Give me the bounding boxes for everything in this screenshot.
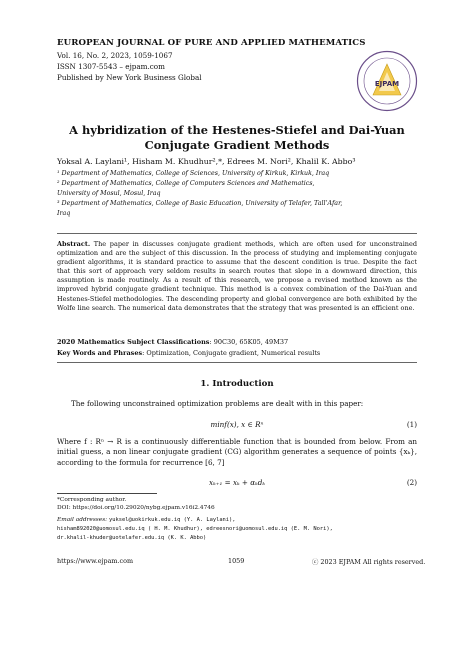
footer-url[interactable]: https://www.ejpam.com: [57, 557, 134, 565]
equation-number: (1): [406, 420, 417, 429]
divider: [57, 233, 417, 234]
paper-title: [40, 123, 434, 153]
abstract-label: Abstract.: [57, 240, 91, 248]
paragraph: Where f : Rⁿ → R is a continuously differentiable function that is bounded from below. From an initial guess, a non linear conjugate gradient (CG) algorithm generates a sequence of points {xₖ}, according to the formula for recurrence [6, 7]: [57, 437, 417, 467]
keywords-label: Key Words and Phrases: [57, 349, 143, 357]
msc-label: 2020 Mathematics Subject Classifications: [57, 338, 210, 346]
keywords: [57, 349, 320, 357]
page-number: 1059: [228, 557, 245, 565]
journal-issn: ISSN 1307-5543 – ejpam.com: [57, 62, 165, 71]
affiliation: ¹ Department of Mathematics, College of Sciences, University of Kirkuk, Kirkuk, Iraq: [57, 170, 330, 177]
equation-1: [57, 420, 417, 431]
equation-expression: xₖ₊₁ = xₖ + αₖdₖ: [209, 478, 265, 487]
equation-2: [57, 478, 417, 489]
intro-sentence: The following unconstrained optimization problems are dealt with in this paper:: [71, 399, 364, 408]
author-list: Yoksal A. Laylani¹, Hisham M. Khudhur²,*, Edrees M. Nori², Khalil K. Abbo³: [57, 157, 356, 166]
email-label: Email addresses:: [57, 517, 108, 523]
equation-expression: minf(x), x ∈ Rⁿ: [210, 420, 264, 429]
title-line: A hybridization of the Hestenes-Stiefel and Dai-Yuan: [69, 123, 405, 137]
journal-publisher: Published by New York Business Global: [57, 73, 202, 82]
affiliation: ³ Department of Mathematics, College of Basic Education, University of Telafer, Tall’Afar,: [57, 200, 343, 207]
divider: [57, 362, 417, 363]
journal-logo: [356, 50, 418, 112]
journal-volume: Vol. 16, No. 2, 2023, 1059-1067: [57, 51, 173, 60]
abstract: [57, 240, 417, 313]
affiliation: ² Department of Mathematics, College of Computers Sciences and Mathematics,: [57, 180, 315, 187]
doi-link[interactable]: DOI: https://doi.org/10.29020/nybg.ejpam.v16i2.4746: [57, 505, 215, 511]
email-list[interactable]: hisham892020@uomosul.edu.iq ( H. M. Khudhur), edreesnori@uomosul.edu.iq (E. M. Nori),: [57, 526, 333, 532]
msc-classification: [57, 338, 288, 346]
title-line: Conjugate Gradient Methods: [144, 138, 330, 152]
copyright-notice: ⓒ 2023 EJPAM All rights reserved.: [312, 558, 426, 566]
msc-value: : 90C30, 65K05, 49M37: [209, 338, 289, 346]
journal-name: EUROPEAN JOURNAL OF PURE AND APPLIED MATHEMATICS: [57, 38, 366, 48]
affiliation: Iraq: [57, 210, 71, 217]
email-addresses: [57, 517, 236, 523]
equation-number: (2): [406, 478, 417, 487]
corresponding-author-note: *Corresponding author.: [57, 497, 127, 503]
email-list[interactable]: yuksel@uokirkuk.edu.iq (Y. A. Laylani),: [108, 517, 236, 523]
svg-text:EJPAM: EJPAM: [374, 80, 400, 88]
email-list[interactable]: dr.khalil-khuder@uotelafer.edu.iq (K. K. Abbo): [57, 535, 207, 541]
footnote-divider: [57, 493, 157, 494]
affiliation: University of Mosul, Mosul, Iraq: [57, 190, 161, 197]
abstract-text: The paper in discusses conjugate gradient methods, which are often used for unconstrained optimization and are the subject of this discussion. In the process of studying and implementing conjugate gradient algorithms, it is standard practice to assume that the descent condition is true. Despite the fact that this sort of approach very seldom results in search routes that slope in a downward direction, this assumption is made routinely. As a result of this research, we propose a revised method known as the improved hybrid conjugate gradient technique. This method is a convex combination of the Dai-Yuan and Hestenes-Stiefel methodologies. The descending property and global convergence are both exhibited by the Wolfe line search. The numerical data demonstrates that the strategy that was presented is an efficient one.: [57, 240, 417, 312]
section-heading: 1. Introduction: [200, 379, 274, 389]
keywords-value: : Optimization, Conjugate gradient, Numerical results: [142, 349, 321, 357]
